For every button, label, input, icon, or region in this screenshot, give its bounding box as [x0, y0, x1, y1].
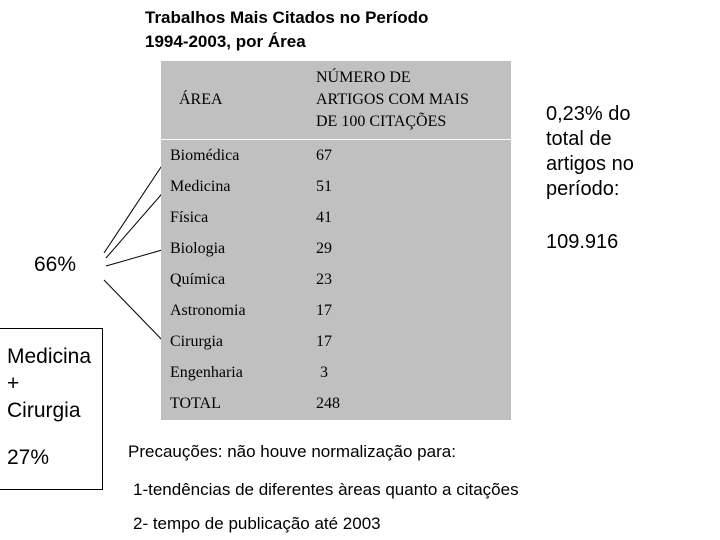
- side-note-line: total de: [546, 128, 612, 150]
- header-count-line: NÚMERO DE: [316, 69, 411, 86]
- row-count: 29: [316, 239, 332, 257]
- table-row: [161, 264, 511, 295]
- connector-line: [104, 280, 167, 345]
- connector-line: [106, 250, 162, 266]
- table-row: [161, 140, 511, 172]
- row-count: 67: [308, 140, 511, 172]
- box-percentage: 27%: [7, 446, 50, 469]
- table-row: [161, 202, 511, 233]
- header-count: [308, 61, 511, 140]
- row-area: Física: [170, 208, 209, 226]
- percentage-label: 66%: [34, 253, 77, 276]
- notes-item: 1-tendências de diferentes àreas quanto a citações: [133, 480, 519, 499]
- box-label-line: Medicina: [7, 345, 92, 368]
- row-area: Medicina: [170, 177, 231, 195]
- table-header-row: [161, 61, 511, 140]
- title-line-1: Trabalhos Mais Citados no Período: [145, 8, 429, 27]
- side-note: [546, 102, 634, 202]
- side-note-line: artigos no: [546, 153, 634, 175]
- notes-item: 2- tempo de publicação até 2003: [133, 514, 381, 533]
- citations-table: [161, 61, 511, 420]
- side-note-total: 109.916: [546, 231, 619, 253]
- row-area: Astronomia: [170, 301, 246, 319]
- table-row: [161, 326, 511, 357]
- row-area: Biologia: [170, 239, 226, 257]
- total-label: TOTAL: [170, 394, 221, 412]
- table-row: [161, 171, 511, 202]
- table-row: [161, 233, 511, 264]
- side-note-line: período:: [546, 178, 620, 200]
- row-area: Engenharia: [170, 363, 243, 381]
- total-count: 248: [316, 394, 340, 412]
- side-note-line: 0,23% do: [546, 103, 631, 125]
- row-count: 51: [316, 177, 332, 195]
- row-count: 17: [316, 332, 332, 350]
- box-label-line: +: [7, 372, 20, 395]
- row-area: Química: [170, 270, 226, 288]
- row-count: 41: [316, 208, 332, 226]
- table-row: [161, 295, 511, 326]
- box-label: [7, 343, 91, 424]
- row-count: 3: [316, 363, 328, 381]
- row-area: Biomédica: [161, 140, 308, 172]
- row-area: Cirurgia: [170, 332, 224, 350]
- header-area: ÁREA: [179, 91, 223, 108]
- medicina-cirurgia-box: [0, 328, 103, 490]
- connector-line: [104, 158, 167, 253]
- connector-line: [106, 188, 167, 258]
- table-total-row: [161, 388, 511, 419]
- row-count: 17: [316, 301, 332, 319]
- title-line-2: 1994-2003, por Área: [145, 32, 306, 51]
- header-count-line: DE 100 CITAÇÕES: [316, 113, 447, 130]
- notes-heading: Precauções: não houve normalização para:: [128, 442, 456, 461]
- header-count-line: ARTIGOS COM MAIS: [316, 91, 469, 108]
- row-count: 23: [316, 270, 332, 288]
- box-label-line: Cirurgia: [7, 399, 81, 422]
- table-row: [161, 357, 511, 388]
